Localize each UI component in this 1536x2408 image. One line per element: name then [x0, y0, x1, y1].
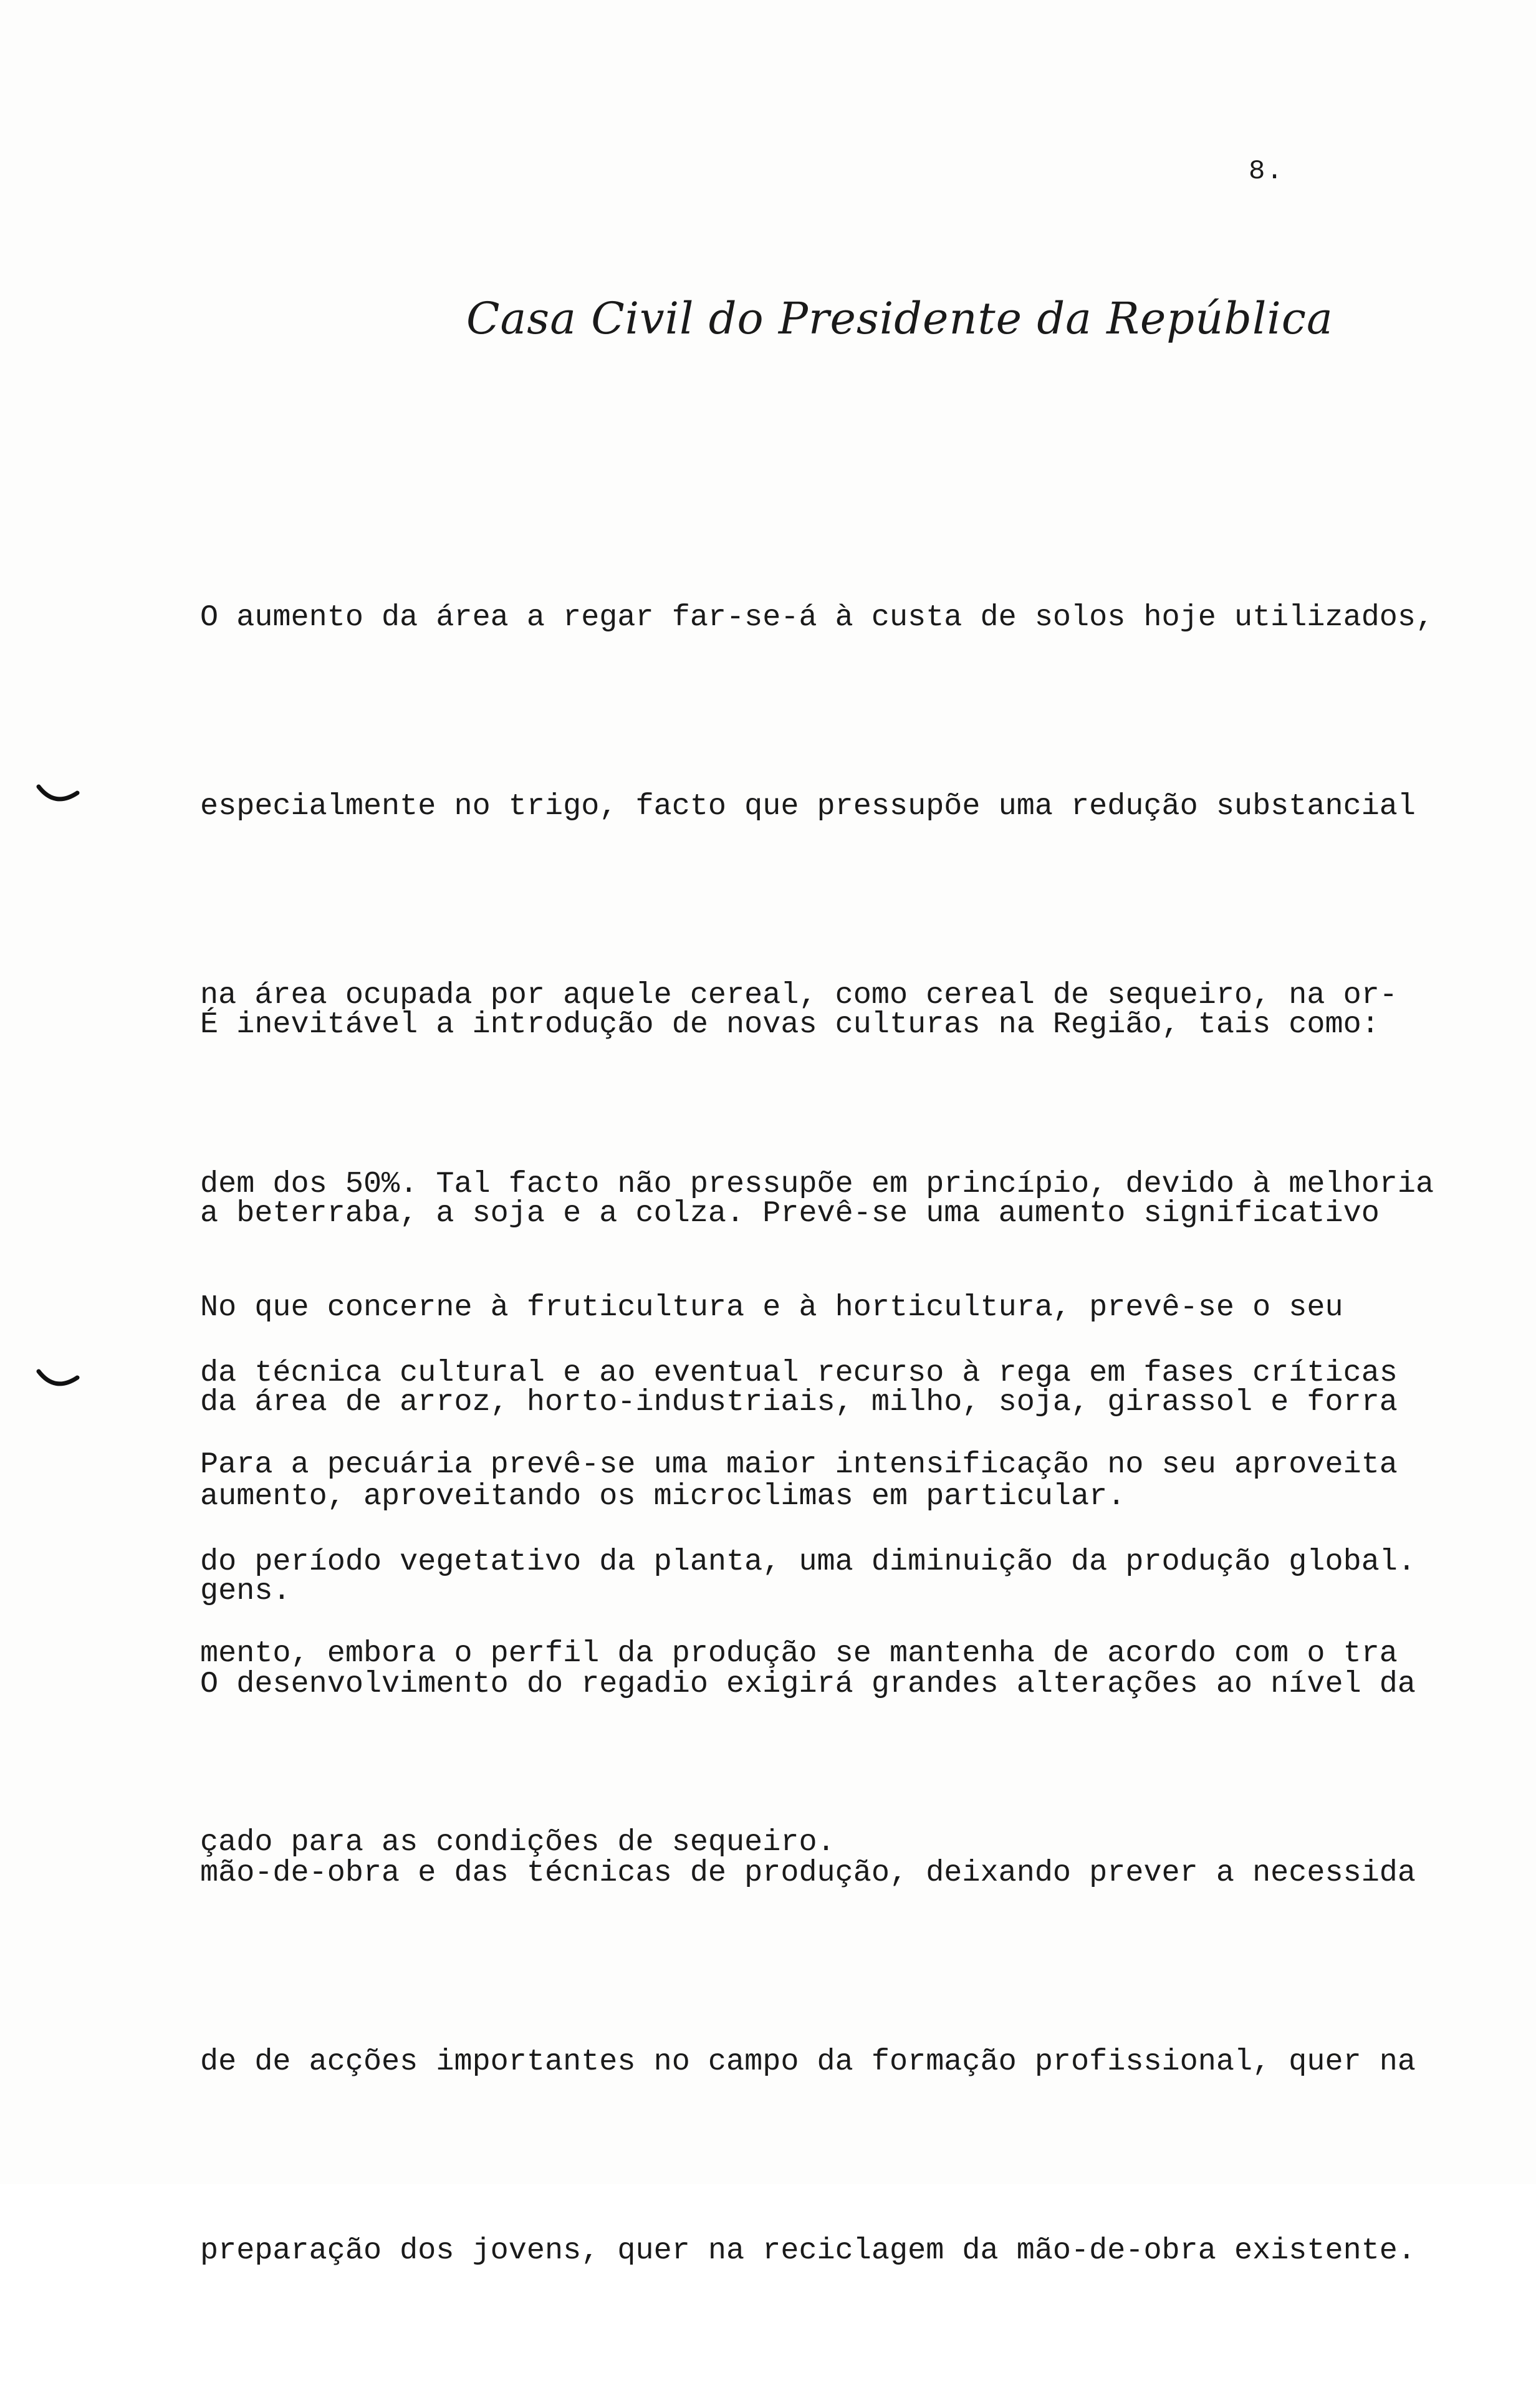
text-line: No que concerne à fruticultura e à horticultura, prevê-se o seu — [200, 1290, 1343, 1325]
margin-mark-icon — [36, 1368, 80, 1396]
text-line: O desenvolvimento do regadio exigirá grandes alterações ao nível da — [200, 1667, 1416, 1701]
text-line: especialmente no trigo, facto que pressupõe uma redução substancial — [200, 789, 1416, 823]
text-line: dem dos 50%. Tal facto não pressupõe em princípio, devido à melhoria — [200, 1167, 1434, 1201]
text-line: Para a pecuária prevê-se uma maior intensificação no seu aproveita — [200, 1447, 1398, 1482]
text-line: mão-de-obra e das técnicas de produção, deixando prever a necessida — [200, 1856, 1416, 1890]
text-line: É inevitável a introdução de novas culturas na Região, tais como: — [200, 1007, 1380, 1042]
text-line: de de acções importantes no campo da formação profissional, quer na — [200, 2045, 1416, 2079]
body-text — [200, 0, 1484, 2268]
text-line: mento, embora o perfil da produção se mantenha de acordo com o tra — [200, 1636, 1398, 1671]
margin-mark-icon — [36, 783, 80, 812]
text-line: a beterraba, a soja e a colza. Prevê-se uma aumento significativo — [200, 1196, 1380, 1230]
page-number: 8. — [1249, 156, 1284, 187]
text-line: aumento, aproveitando os microclimas em particular. — [200, 1479, 1126, 1513]
text-line: çado para as condições de sequeiro. — [200, 1825, 835, 1859]
text-line: O aumento da área a regar far-se-á à custa de solos hoje utilizados, — [200, 600, 1434, 635]
text-line: gens. — [200, 1574, 291, 1608]
text-line: preparação dos jovens, quer na reciclagem da mão-de-obra existente. — [200, 2233, 1416, 2268]
text-line: da área de arroz, horto-industriais, milho, soja, girassol e forra — [200, 1385, 1398, 1419]
text-line: na área ocupada por aquele cereal, como cereal de sequeiro, na or- — [200, 978, 1398, 1012]
paragraph — [200, 1527, 1416, 2408]
letterhead-title: Casa Civil do Presidente da República — [466, 293, 1333, 344]
text-line: da técnica cultural e ao eventual recurso à rega em fases críticas — [200, 1356, 1398, 1390]
text-line: do período vegetativo da planta, uma diminuição da produção global. — [200, 1545, 1416, 1579]
